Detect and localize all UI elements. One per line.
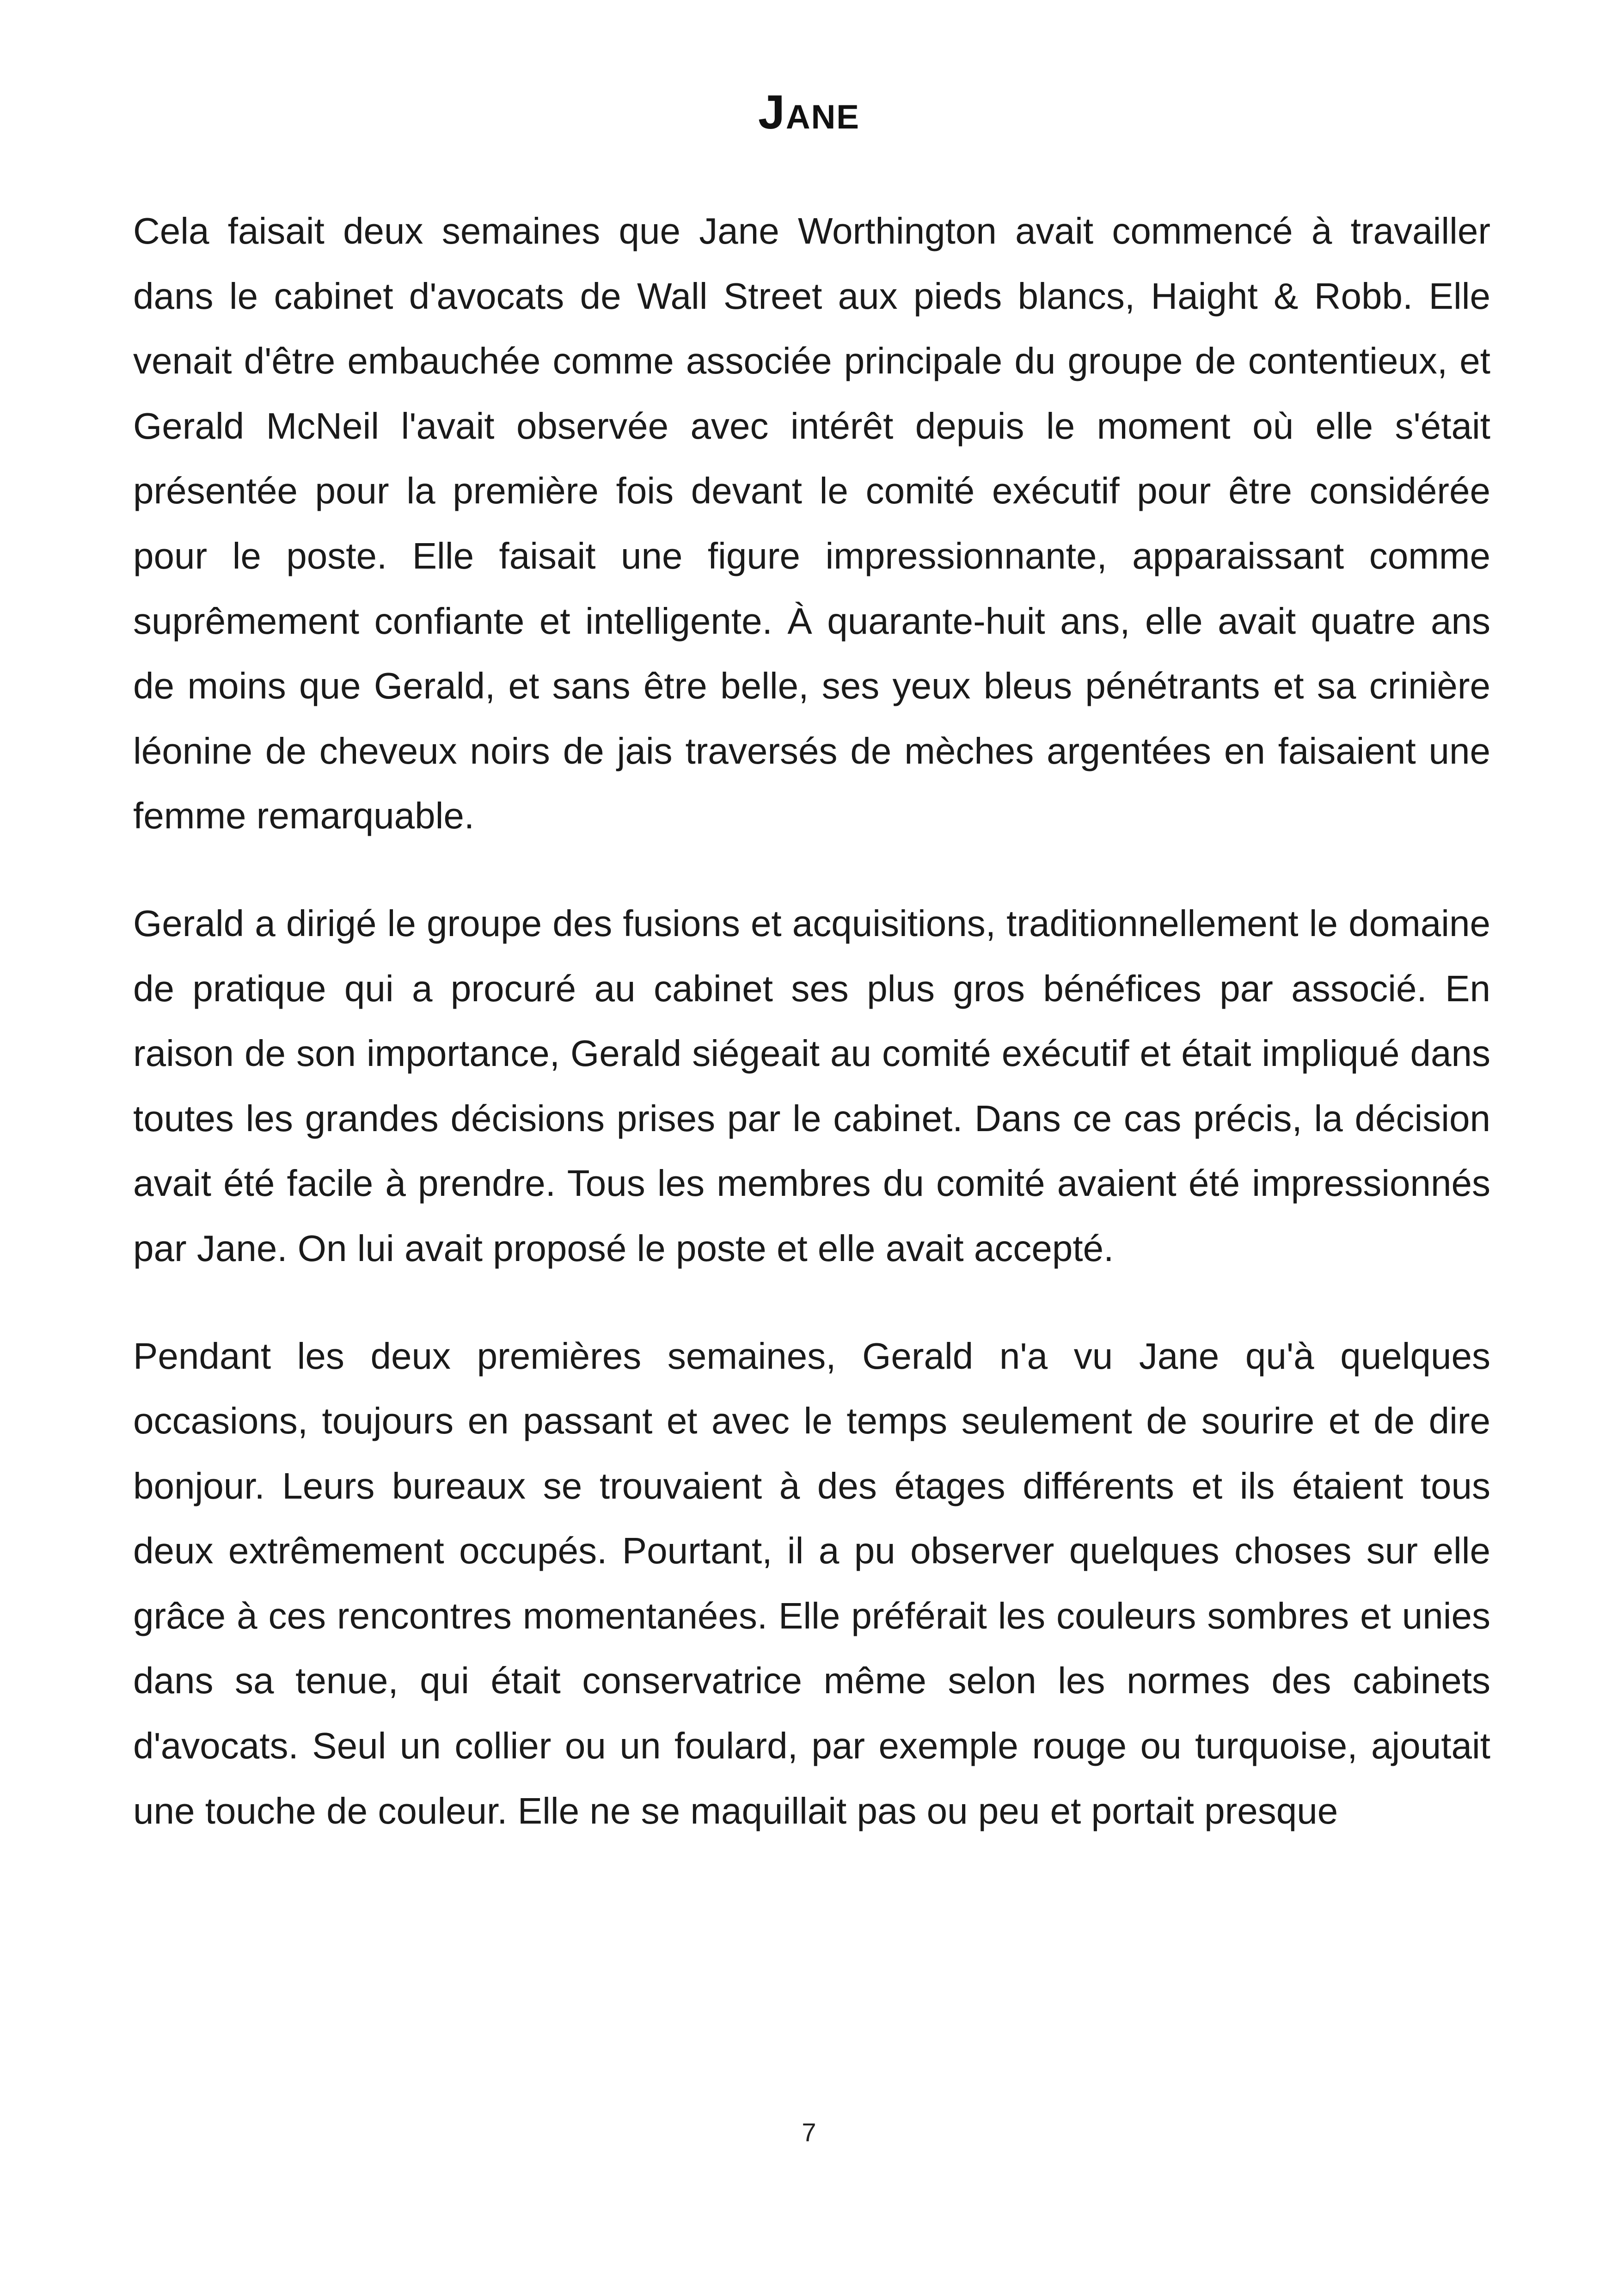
page-number: 7 xyxy=(802,2118,816,2147)
chapter-body xyxy=(133,199,1490,1886)
paragraph-3: Pendant les deux premières semaines, Gerald n'a vu Jane qu'à quelques occasions, toujours en passant et avec le temps seulement de sourire et de dire bonjour. Leurs bureaux se trouvaient à des étages différents et ils étaient tous deux extrêmement occupés. Pourtant, il a pu observer quelques choses sur elle grâce à ces rencontres momentanées. Elle préférait les couleurs sombres et unies dans sa tenue, qui était conservatrice même selon les normes des cabinets d'avocats. Seul un collier ou un foulard, par exemple rouge ou turquoise, ajoutait une touche de couleur. Elle ne se maquillait pas ou peu et portait presque xyxy=(133,1335,1490,1831)
paragraph-1: Cela faisait deux semaines que Jane Worthington avait commencé à travailler dans le cabinet d'avocats de Wall Street aux pieds blancs, Haight & Robb. Elle venait d'être embauchée comme associée principale du groupe de contentieux, et Gerald McNeil l'avait observée avec intérêt depuis le moment où elle s'était présentée pour la première fois devant le comité exécutif pour être considérée pour le poste. Elle faisait une figure impressionnante, apparaissant comme suprêmement confiante et intelligente. À quarante-huit ans, elle avait quatre ans de moins que Gerald, et sans être belle, ses yeux bleus pénétrants et sa crinière léonine de cheveux noirs de jais traversés de mèches argentées en faisaient une femme remarquable. xyxy=(133,210,1490,837)
chapter-title: Jane xyxy=(758,86,860,139)
paragraph-2: Gerald a dirigé le groupe des fusions et acquisitions, traditionnellement le domaine de pratique qui a procuré au cabinet ses plus gros bénéfices par associé. En raison de son importance, Gerald siégeait au comité exécutif et était impliqué dans toutes les grandes décisions prises par le cabinet. Dans ce cas précis, la décision avait été facile à prendre. Tous les membres du comité avaient été impressionnés par Jane. On lui avait proposé le poste et elle avait accepté. xyxy=(133,902,1490,1269)
